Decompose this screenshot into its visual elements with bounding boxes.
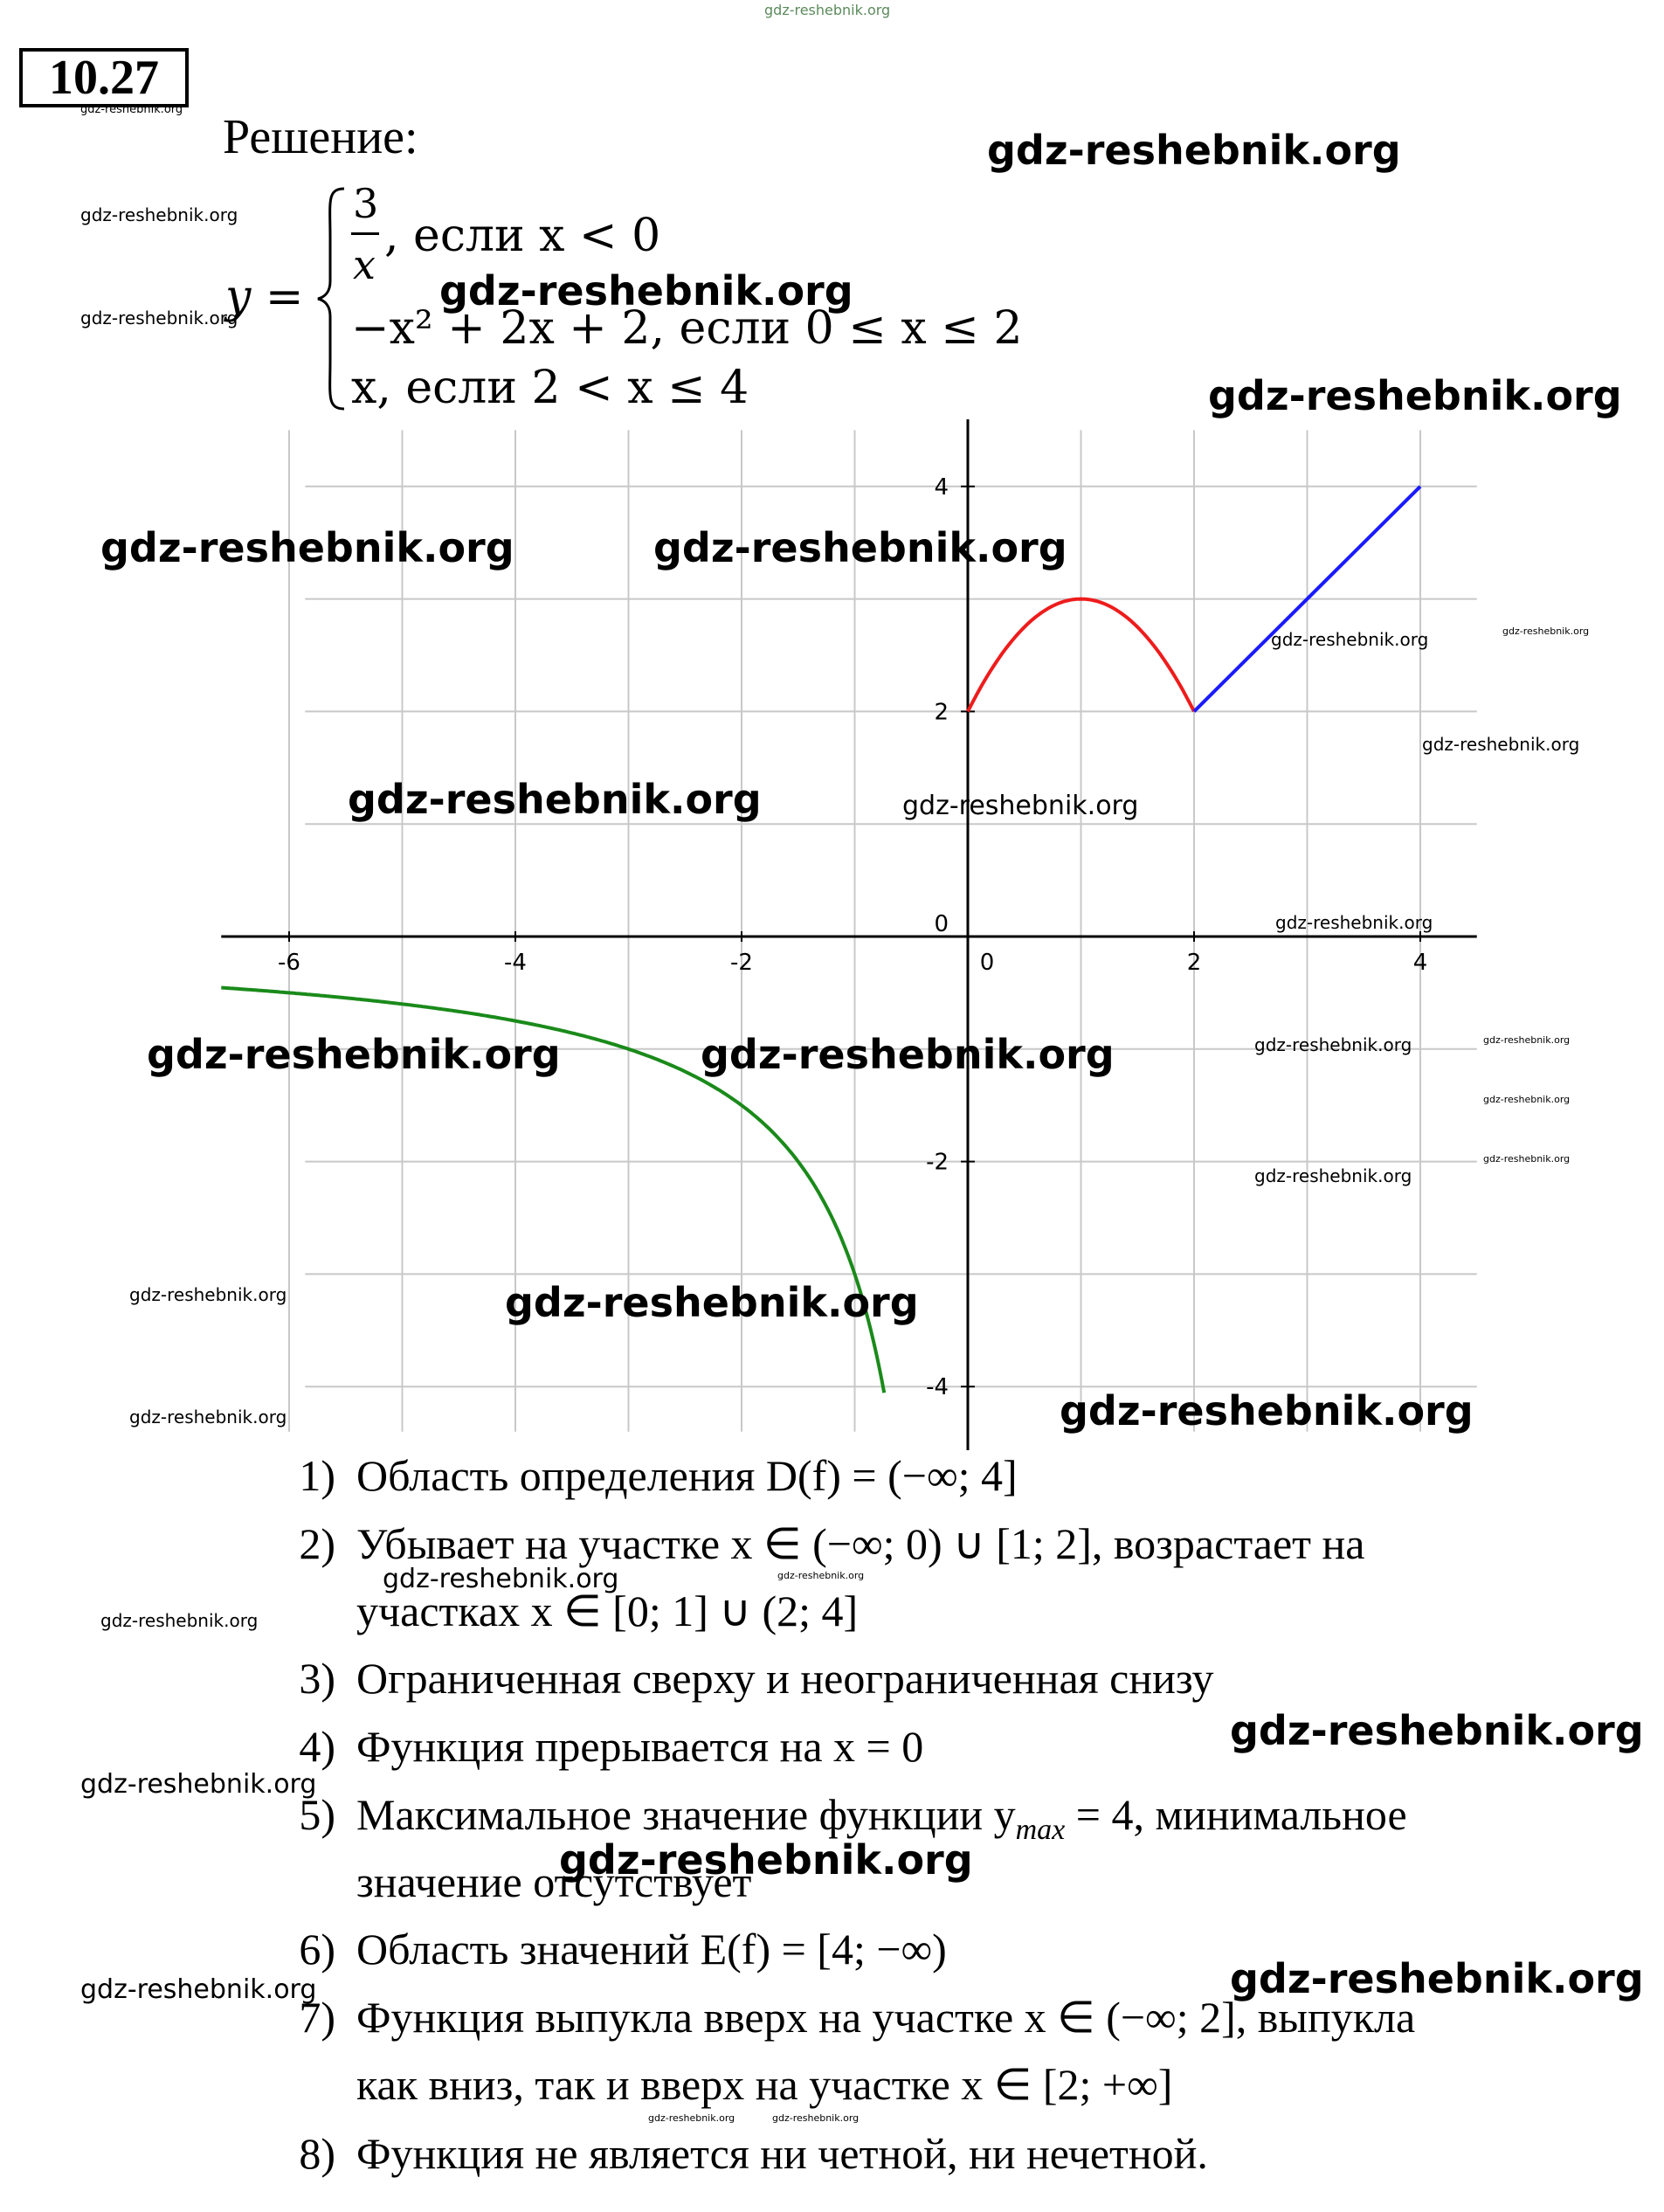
watermark: gdz-reshebnik.org [1208,372,1622,419]
formula-lhs: y = [225,271,304,323]
list-item [273,1518,1364,1569]
item-number: 4) [299,1722,335,1771]
watermark: gdz-reshebnik.org [80,204,238,225]
watermark: gdz-reshebnik.org [1254,1165,1412,1186]
watermark: gdz-reshebnik.org [1483,1153,1571,1165]
formula-case1-numerator: 3 [353,180,379,227]
watermark: gdz-reshebnik.org [1230,1707,1644,1754]
item-text: Максимальное значение функции y [356,1790,1016,1839]
list-item [273,1450,1018,1501]
watermark: gdz-reshebnik.org [439,267,853,315]
list-item [273,1653,1214,1704]
watermark: gdz-reshebnik.org [653,524,1067,571]
watermark: gdz-reshebnik.org [701,1031,1115,1078]
solution-heading: Решение: [223,110,418,164]
item-text: Область значений E(f) = [4; −∞) [356,1925,947,1974]
watermark: gdz-reshebnik.org [100,524,514,571]
item-number: 1) [299,1451,335,1500]
list-item [273,2128,1208,2179]
y-tick-label: 2 [934,699,949,726]
x-tick-label: -6 [278,950,300,976]
watermark: gdz-reshebnik.org [80,1769,317,1800]
item-subscript: max [1015,1814,1066,1846]
y-tick-label: 4 [934,474,949,501]
x-tick-label: 4 [1412,950,1428,976]
formula-brace [314,185,349,412]
watermark: gdz-reshebnik.org [1254,1034,1412,1055]
y-tick-label: 0 [934,911,949,937]
watermark: gdz-reshebnik.org [1060,1387,1474,1434]
item-text: как вниз, так и вверх на участке x ∈ [2; +∞] [356,2060,1173,2109]
item-number: 2) [299,1519,335,1568]
x-tick-label: -4 [504,950,527,976]
formula-case3: x, если 2 < x ≤ 4 [351,362,749,414]
x-tick-label: 2 [1186,950,1202,976]
watermark: gdz-reshebnik.org [1422,734,1580,755]
item-text: Область определения D(f) = (−∞; 4] [356,1451,1018,1500]
list-item-continuation [356,2059,1172,2110]
item-number: 7) [299,1993,335,2042]
item-text: участках x ∈ [0; 1] ∪ (2; 4] [356,1586,859,1635]
watermark: gdz-reshebnik.org [1483,1094,1571,1105]
y-tick-label: -2 [926,1149,949,1176]
formula-case1-condition: , если x < 0 [384,210,661,262]
watermark: gdz-reshebnik.org [902,791,1139,821]
item-text-tail: = 4, минимальное [1065,1790,1407,1839]
watermark: gdz-reshebnik.org [1275,912,1433,933]
series [221,487,1420,1393]
watermark: gdz-reshebnik.org [777,1570,865,1581]
item-text: Ограниченная сверху и неограниченная снизу [356,1654,1214,1703]
watermark: gdz-reshebnik.org [147,1031,561,1078]
formula-case2: −x² + 2x + 2, если 0 ≤ x ≤ 2 [351,302,1023,355]
watermark: gdz-reshebnik.org [1271,629,1429,650]
watermark: gdz-reshebnik.org [129,1407,287,1427]
watermark: gdz-reshebnik.org [100,1610,259,1631]
item-text: Функция прерывается на x = 0 [356,1722,924,1771]
x-tick-label: 0 [979,950,995,976]
formula-case1-denominator: x [353,241,376,288]
y-tick-label: -4 [926,1374,949,1401]
x-tick-label: -2 [730,950,753,976]
fraction-bar [351,232,379,235]
watermark: gdz-reshebnik.org [80,1974,317,2005]
watermark: gdz-reshebnik.org [1483,1034,1571,1046]
watermark: gdz-reshebnik.org [772,2112,860,2124]
watermark: gdz-reshebnik.org [648,2112,735,2124]
watermark: gdz-reshebnik.org [383,1564,619,1594]
item-text: Функция выпукла вверх на участке x ∈ (−∞; 2], выпукла [356,1993,1416,2042]
watermark: gdz-reshebnik.org [129,1284,287,1305]
item-text: Убывает на участке x ∈ (−∞; 0) ∪ [1; 2], возрастает на [356,1519,1365,1568]
item-text: значение отсутствует [356,1857,752,1906]
watermark: gdz-reshebnik.org [80,308,238,328]
list-item [273,1924,947,1974]
watermark: gdz-reshebnik.org [987,127,1401,174]
problem-number: 10.27 [19,48,189,107]
watermark: gdz-reshebnik.org [505,1279,919,1326]
top-watermark: gdz-reshebnik.org [764,2,891,18]
item-number: 3) [299,1654,335,1703]
item-text: Функция не является ни четной, ни нечетной. [356,2129,1208,2178]
item-number: 5) [299,1790,335,1839]
item-number: 6) [299,1925,335,1974]
small-watermark: gdz-reshebnik.org [80,103,183,116]
item-number: 8) [299,2129,335,2178]
watermark: gdz-reshebnik.org [559,1836,973,1884]
list-item [273,1721,923,1772]
watermark: gdz-reshebnik.org [1502,626,1590,637]
watermark: gdz-reshebnik.org [348,776,762,823]
watermark: gdz-reshebnik.org [1230,1955,1644,2002]
